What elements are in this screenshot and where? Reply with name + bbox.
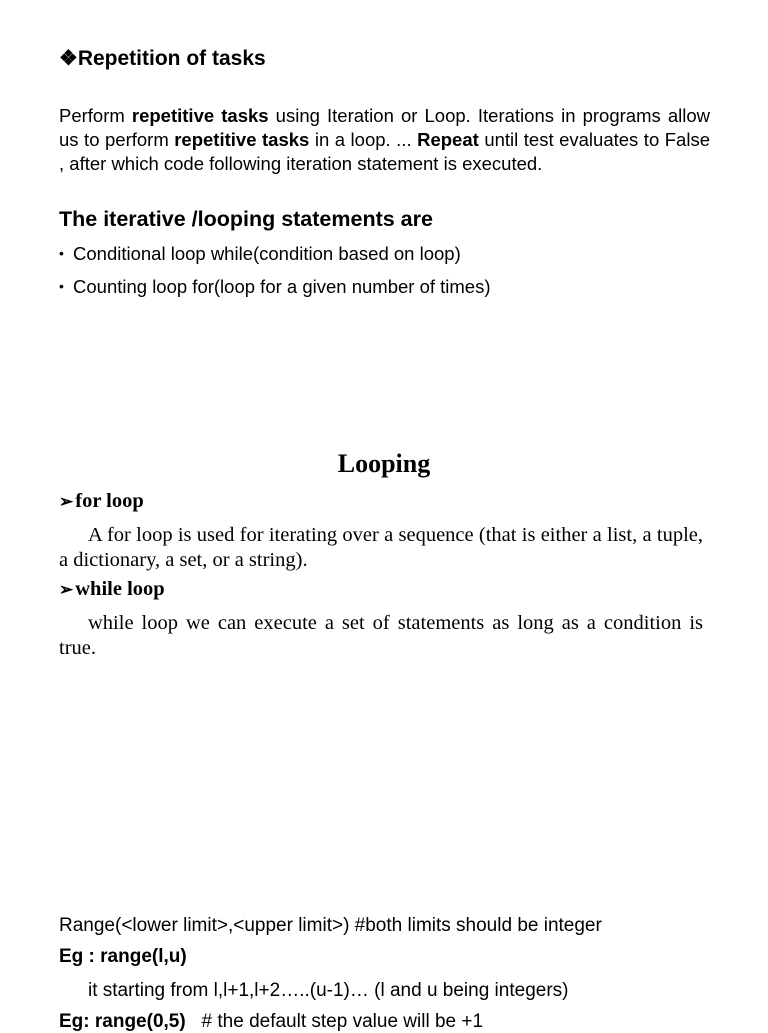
range-example-2-bold: Eg: range(0,5) (59, 1011, 186, 1032)
for-loop-label: for loop (75, 490, 144, 512)
for-loop-description: A for loop is used for iterating over a sequence (that is either a list, a tuple, a dictionary, a set, or a string). (59, 524, 703, 571)
subheading-while-loop (59, 578, 165, 601)
arrow-bullet-icon: ➢ (59, 580, 74, 599)
range-syntax-line: Range(<lower limit>,<upper limit>) #both limits should be integer (59, 915, 602, 936)
heading-repetition-of-tasks (59, 46, 266, 71)
intro-paragraph (59, 104, 710, 176)
subheading-for-loop (59, 490, 144, 513)
range-example-2-comment: # the default step value will be +1 (185, 1011, 484, 1032)
bullet-dot-icon: • (59, 245, 64, 261)
page-title-looping: Looping (337, 449, 431, 478)
list-item-text: Conditional loop while(condition based on loop) (73, 243, 461, 264)
list-item (59, 276, 491, 298)
para-text-4: until test evaluates to False , after which code following iteration statement is executed. (59, 129, 710, 174)
while-loop-label: while loop (75, 578, 165, 600)
bullet-dot-icon: • (59, 278, 64, 294)
para-text-1: Perform (59, 105, 132, 126)
range-explanation: it starting from l,l+1,l+2…..(u-1)… (l and u being integers) (88, 980, 569, 1001)
para-bold-3: Repeat (417, 129, 479, 150)
list-item-text: Counting loop for(loop for a given number of times) (73, 276, 491, 297)
heading-text: Repetition of tasks (77, 47, 266, 70)
while-loop-description: while loop we can execute a set of statements as long as a condition is true. (59, 612, 703, 659)
para-text-2: using Iteration or Loop. Iterations in programs allow us to perform (59, 105, 710, 150)
para-text-3: in a loop. ... (309, 129, 418, 150)
para-bold-2: repetitive tasks (174, 129, 310, 150)
subheading-iterative-statements: The iterative /looping statements are (59, 207, 433, 231)
list-item (59, 243, 461, 265)
diamond-bullet-icon: ❖ (59, 47, 78, 70)
range-example-2 (59, 1011, 483, 1033)
range-example-label: Eg : range(l,u) (59, 946, 187, 967)
arrow-bullet-icon: ➢ (59, 492, 74, 511)
para-bold-1: repetitive tasks (131, 105, 269, 126)
